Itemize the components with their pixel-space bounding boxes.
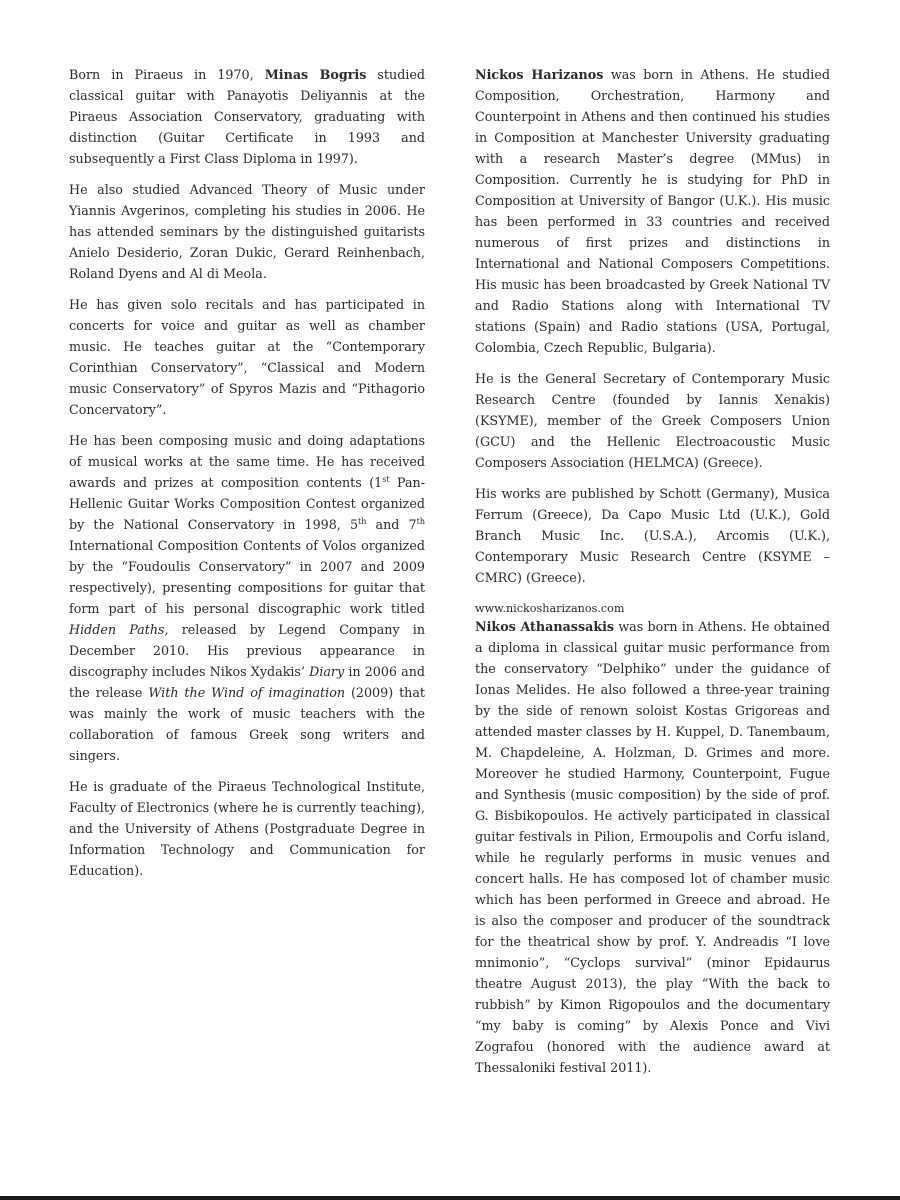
album-title: Hidden Paths <box>69 622 165 637</box>
harizanos-website-link[interactable]: www.nickosharizanos.com <box>475 602 625 615</box>
harizanos-biography <box>475 64 830 629</box>
bogris-biography <box>69 64 425 891</box>
bogris-intro-text: Born in Piraeus in 1970, <box>69 67 265 82</box>
bogris-intro-rest: studied classical guitar with Panayotis Deliyannis at the Piraeus Association Conservatory, graduating with distinction (Guitar Certificate in 1993 and subsequently a First Class Diploma in 1997). <box>69 67 426 166</box>
text-run: International Composition Contents of Volos organized by the “Foudoulis Conservatory” in 2007 and 2009 respectively), presenting compositions for guitar that form part of his personal discographic work titled <box>69 538 425 616</box>
text-run: He has been composing music and doing adaptations of musical works at the same time. He has received awards and prizes at composition contents (1 <box>69 433 425 490</box>
text-run: (2009) that was mainly the work of music teachers with the collaboration of famous Greek song writers and singers. <box>69 685 426 763</box>
harizanos-paragraph-3: His works are published by Schott (Germany), Musica Ferrum (Greece), Da Capo Music Ltd (U.K.), Gold Branch Music Inc. (U.S.A.), Arcomis (U.K.), Contemporary Music Research Centre (KSYME – CMRC) (Greece). <box>475 486 830 585</box>
bogris-paragraph-2: He also studied Advanced Theory of Music under Yiannis Avgerinos, completing his studies in 2006. He has attended seminars by the distinguished guitarists Anielo Desiderio, Zoran Dukic, Gerard Reinhenbach, Roland Dyens and Al di Meola. <box>69 182 425 281</box>
superscript: th <box>416 517 425 526</box>
superscript: th <box>358 517 367 526</box>
album-title: With the Wind of imagination <box>148 685 346 700</box>
harizanos-intro-rest: was born in Athens. He studied Composition, Orchestration, Harmony and Counterpoint in Athens and then continued his studies in Composition at Manchester University graduating with a research Master’s degree (MMus) in Composition. Currently he is studying for PhD in Composition at University of Bangor (U.K.). His music has been performed in 33 countries and received numerous of first prizes and distinctions in International and National Composers Competitions. His music has been broadcasted by Greek National TV and Radio Stations along with International TV stations (Spain) and Radio stations (USA, Portugal, Colombia, Czech Republic, Bulgaria). <box>475 67 830 355</box>
text-run: in 2006 and the release <box>69 664 426 700</box>
text-run: and 7 <box>366 517 417 532</box>
bogris-paragraph-4 <box>69 430 425 766</box>
harizanos-paragraph-1 <box>475 64 830 358</box>
bogris-paragraph-5: He is graduate of the Piraeus Technological Institute, Faculty of Electronics (where he is currently teaching), and the University of Athens (Postgraduate Degree in Information Technology and Communication for Education). <box>69 779 425 878</box>
page-bottom-border <box>0 1196 900 1200</box>
athanassakis-name: Nikos Athanassakis <box>475 619 615 634</box>
album-title: Diary <box>309 664 345 679</box>
superscript: st <box>382 475 390 484</box>
harizanos-paragraph-2: He is the General Secretary of Contemporary Music Research Centre (founded by Iannis Xenakis) (KSYME), member of the Greek Composers Union (GCU) and the Hellenic Electroacoustic Music Composers Association (HELMCA) (Greece). <box>475 371 830 470</box>
athanassakis-intro-rest: was born in Athens. He obtained a diploma in classical guitar music performance from the conservatory “Delphiko” under the guidance of Ionas Melides. He also followed a three-year training by the side of renown soloist Kostas Grigoreas and attended master classes by H. Kuppel, D. Tanembaum, M. Chapdeleine, A. Holzman, D. Grimes and more. Moreover he studied Harmony, Counterpoint, Fugue and Synthesis (music composition) by the side of prof. G. Bisbikopoulos. He actively participated in classical guitar festivals in Pilion, Ermoupolis and Corfu island, while he regularly performs in music venues and concert halls. He has composed lot of chamber music which has been performed in Greece and abroad. He is also the composer and producer of the soundtrack for the theatrical show by prof. Y. Andreadis “I love mnimonio”, “Cyclops survival” (minor Epidaurus theatre August 2013), the play “With the back to rubbish” by Kimon Rigopoulos and the documentary “my baby is coming” by Alexis Ponce and Vivi Zografou (honored with the audience award at Thessaloniki festival 2011). <box>475 619 830 1075</box>
bogris-paragraph-1 <box>69 64 425 169</box>
bogris-paragraph-3: He has given solo recitals and has participated in concerts for voice and guitar as well as chamber music. He teaches guitar at the “Contemporary Corinthian Conservatory”, “Classical and Modern music Conservatory” of Spyros Mazis and “Pithagorio Concervatory”. <box>69 297 425 417</box>
text-run: Pan-Hellenic Guitar Works Composition Contest organized by the National Conservatory in 1998, 5 <box>69 475 425 532</box>
athanassakis-biography <box>475 616 830 1088</box>
athanassakis-paragraph-1 <box>475 616 830 1078</box>
harizanos-name: Nickos Harizanos <box>475 67 604 82</box>
bogris-name: Minas Bogris <box>264 67 367 82</box>
text-run: , released by Legend Company in December 2010. His previous appearance in discography includes Nikos Xydakis’ <box>69 622 426 679</box>
